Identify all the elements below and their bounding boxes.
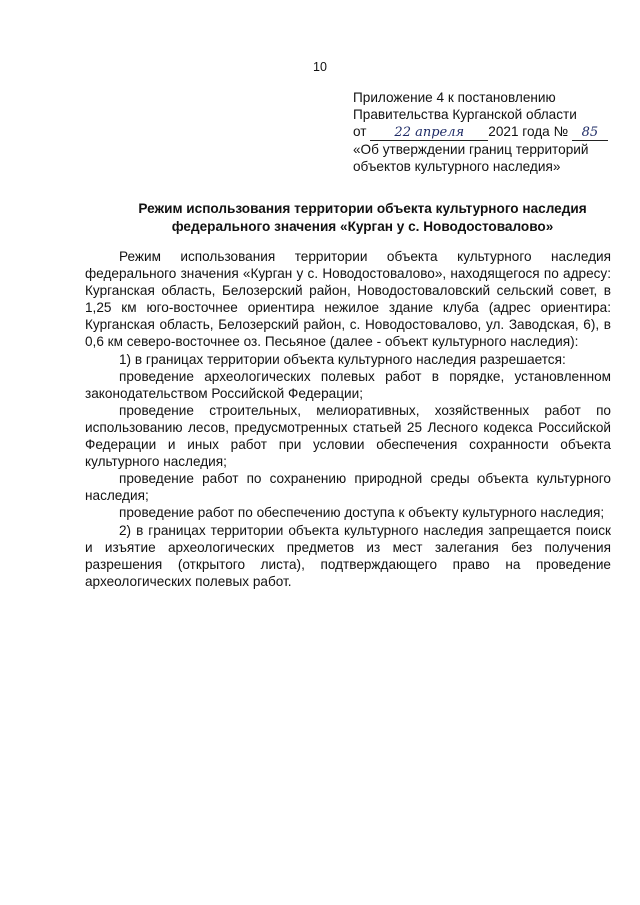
paragraph-permitted-item-1: проведение археологических полевых работ в порядке, установленном законодательством Российской Федерации; [85, 368, 611, 401]
paragraph-permitted-item-2: проведение строительных, мелиоративных, хозяйственных работ по использованию лесов, предусмотренных статьей 25 Лесного кодекса Российской Федерации и иных работ при условии обеспечения сохранности объекта культурного наследия; [85, 402, 611, 470]
handwritten-date: 22 апреля [370, 126, 488, 141]
year-text: 2021 года № [488, 124, 569, 139]
appendix-line-4: «Об утверждении границ территорий [353, 142, 589, 157]
from-label: от [353, 124, 367, 139]
appendix-date-line [353, 123, 623, 141]
paragraph-permitted-item-4: проведение работ по обеспечению доступа к объекту культурного наследия; [119, 505, 605, 521]
appendix-line-2: Правительства Курганской области [353, 107, 577, 122]
page-number: 10 [313, 60, 327, 74]
appendix-line-5: объектов культурного наследия» [353, 159, 561, 174]
paragraph-permitted-heading: 1) в границах территории объекта культурного наследия разрешается: [119, 351, 566, 367]
document-title-line-1: Режим использования территории объекта культурного наследия [138, 201, 587, 216]
appendix-header [353, 89, 623, 175]
document-body [85, 248, 611, 590]
appendix-line-1: Приложение 4 к постановлению [353, 90, 556, 105]
paragraph-intro: Режим использования территории объекта культурного наследия федерального значения «Курган у с. Новодостовалово», находящегося по адресу: Курганская область, Белозерский район, Новодостоваловский сельский совет, в 1,25 км юго-восточнее ориентира нежилое здание клуба (адрес ориентира: Курганская область, Белозерский район, с. Новодостовалово, ул. Заводская, 6), в 0,6 км северо-восточнее оз. Песьяное (далее - объект культурного наследия): [85, 249, 611, 350]
document-title-line-2: федерального значения «Курган у с. Новодостовалово» [171, 219, 554, 234]
paragraph-prohibited: 2) в границах территории объекта культурного наследия запрещается поиск и изъятие археологических предметов из мест залегания без получения разрешения (открытого листа), подтверждающего право на проведение археологических полевых работ. [85, 522, 611, 589]
handwritten-number: 85 [572, 126, 608, 141]
paragraph-permitted-item-3: проведение работ по сохранению природной среды объекта культурного наследия; [85, 471, 611, 504]
